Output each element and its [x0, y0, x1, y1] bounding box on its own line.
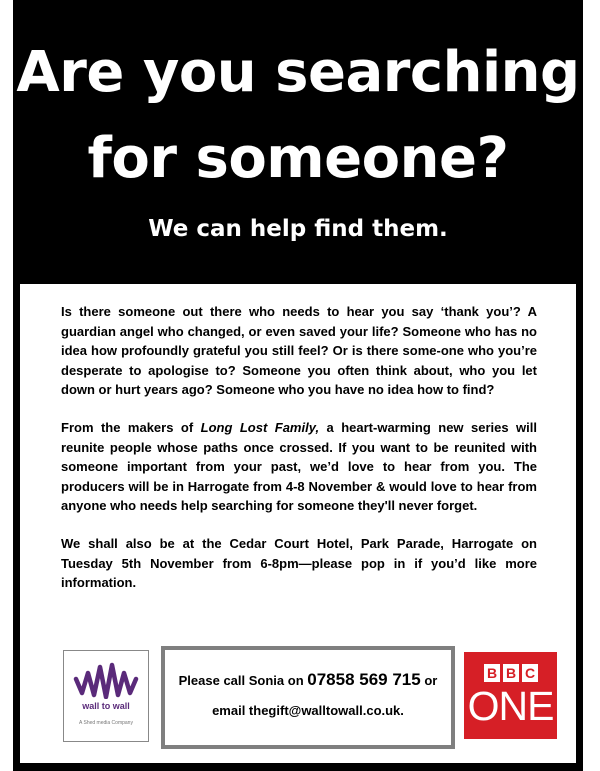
- show-title: Long Lost Family,: [200, 419, 320, 435]
- bbc-blocks: [484, 664, 538, 682]
- call-suffix: or: [420, 673, 438, 688]
- headline: [13, 30, 583, 202]
- wall-to-wall-name: wall to wall: [82, 701, 130, 711]
- phone-number: 07858 569 715: [307, 670, 421, 689]
- content-panel: [20, 284, 576, 763]
- contact-box: [161, 646, 455, 749]
- contact-email-line: email thegift@walltowall.co.uk.: [212, 703, 404, 718]
- bbc-one-logo: [464, 652, 557, 739]
- header-band: [13, 0, 583, 282]
- call-prefix: Please call Sonia on: [178, 673, 308, 688]
- bbc-block-b2: B: [503, 664, 519, 682]
- body-text: [61, 302, 537, 611]
- poster: [13, 0, 583, 771]
- paragraph-1: Is there someone out there who needs to hear you say ‘thank you’? A guardian angel who changed, or even saved your life? Someone who has no idea how profoundly grateful you still feel? Or is there some-one who you’re desperate to apologise to? Someone you often think about, who you let down or hurt years ago? Someone who you have no idea how to find?: [61, 304, 537, 398]
- bbc-block-b1: B: [484, 664, 500, 682]
- bbc-channel-name: ONE: [467, 683, 554, 729]
- paragraph-2-rest: a heart-warming new series will reunite people whose paths once crossed. If you want to be reunited with someone important from your past, we’d love to hear from you. The producers will be in Harrogate from 4-8 November & would love to hear from anyone who needs help searching for someone they'll never forget.: [61, 419, 537, 514]
- contact-call-line: [165, 670, 451, 690]
- paragraph-3: We shall also be at the Cedar Court Hotel, Park Parade, Harrogate on Tuesday 5th November from 6-8pm—please pop in if you’d like more information.: [61, 535, 537, 591]
- paragraph-2: [61, 418, 537, 516]
- wall-to-wall-logo: [63, 650, 149, 742]
- headline-line-2: for someone?: [87, 126, 509, 191]
- headline-line-1: Are you searching: [16, 40, 580, 105]
- paragraph-2-intro: From the makers of: [61, 419, 201, 435]
- bbc-block-c: C: [522, 664, 538, 682]
- wave-icon: [73, 659, 139, 699]
- subheadline: We can help find them.: [148, 216, 448, 242]
- wall-to-wall-tagline: A Shed media Company: [79, 720, 133, 726]
